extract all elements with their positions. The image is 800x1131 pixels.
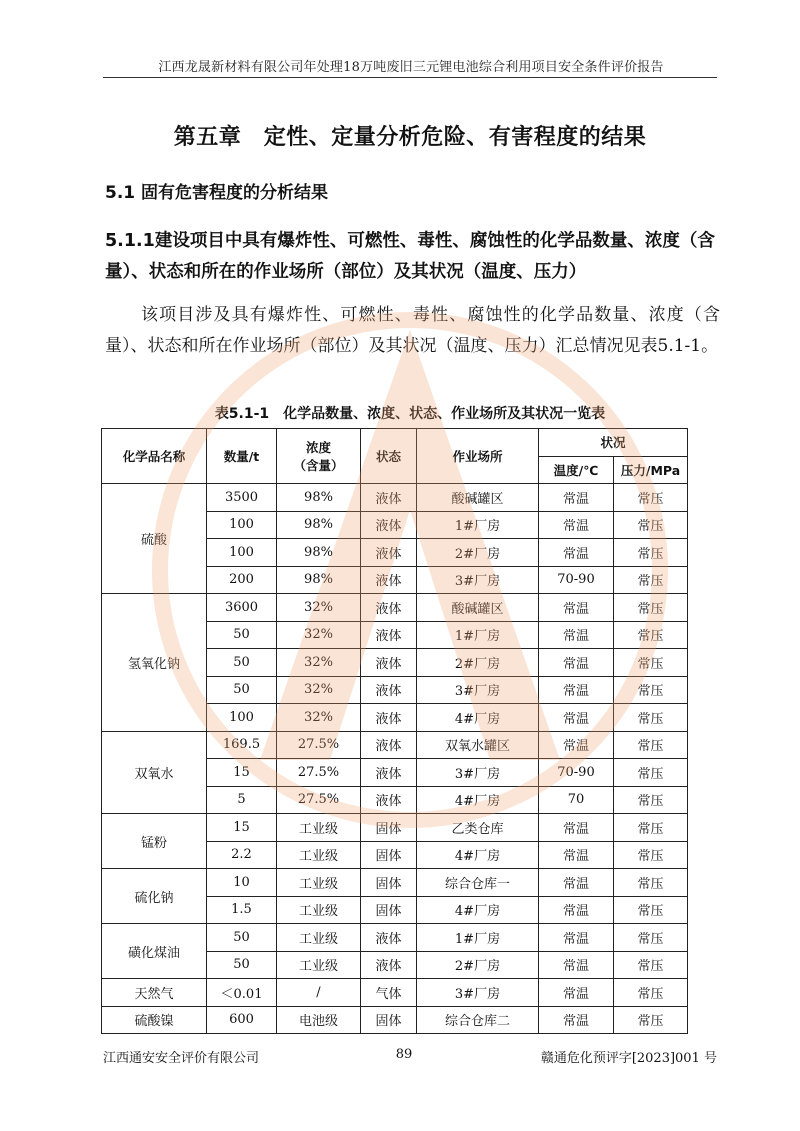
temperature-cell: 常温	[539, 896, 614, 924]
quantity-cell: 50	[207, 924, 277, 952]
pressure-cell: 常压	[614, 511, 688, 539]
quantity-cell: 2.2	[207, 841, 277, 869]
temperature-cell: 常温	[539, 594, 614, 622]
temperature-cell: 常温	[539, 649, 614, 677]
chemical-name-cell: 氢氧化钠	[102, 594, 207, 732]
state-cell: 液体	[361, 704, 417, 732]
location-cell: 4#厂房	[417, 786, 539, 814]
concentration-cell: 98%	[277, 566, 361, 594]
location-cell: 综合仓库一	[417, 869, 539, 897]
temperature-cell: 常温	[539, 621, 614, 649]
state-cell: 液体	[361, 566, 417, 594]
location-cell: 1#厂房	[417, 511, 539, 539]
concentration-cell: 27.5%	[277, 759, 361, 787]
state-cell: 固体	[361, 869, 417, 897]
state-cell: 液体	[361, 484, 417, 512]
chapter-title: 第五章 定性、定量分析危险、有害程度的结果	[173, 125, 647, 150]
pressure-cell: 常压	[614, 896, 688, 924]
location-cell: 4#厂房	[417, 841, 539, 869]
pressure-cell: 常压	[614, 484, 688, 512]
pressure-cell: 常压	[614, 539, 688, 567]
pressure-cell: 常压	[614, 704, 688, 732]
table-row	[102, 731, 688, 759]
concentration-cell: 工业级	[277, 841, 361, 869]
concentration-cell: 32%	[277, 621, 361, 649]
pressure-cell: 常压	[614, 814, 688, 842]
state-cell: 液体	[361, 924, 417, 952]
state-cell: 固体	[361, 896, 417, 924]
quantity-cell: 1.5	[207, 896, 277, 924]
quantity-cell: 15	[207, 759, 277, 787]
location-cell: 1#厂房	[417, 924, 539, 952]
temperature-cell: 常温	[539, 951, 614, 979]
concentration-cell: 27.5%	[277, 786, 361, 814]
state-cell: 液体	[361, 786, 417, 814]
temperature-cell: 常温	[539, 869, 614, 897]
state-cell: 液体	[361, 511, 417, 539]
chemical-name-cell: 天然气	[102, 979, 207, 1007]
state-cell: 液体	[361, 731, 417, 759]
state-cell: 固体	[361, 1006, 417, 1034]
pressure-cell: 常压	[614, 1006, 688, 1034]
state-cell: 液体	[361, 649, 417, 677]
chemical-name-cell: 锰粉	[102, 814, 207, 869]
concentration-cell: 工业级	[277, 951, 361, 979]
pressure-cell: 常压	[614, 924, 688, 952]
header-state: 状态	[361, 429, 417, 484]
temperature-cell: 常温	[539, 704, 614, 732]
pressure-cell: 常压	[614, 841, 688, 869]
table-row	[102, 594, 688, 622]
chemical-name-cell: 双氧水	[102, 731, 207, 814]
concentration-cell: 98%	[277, 511, 361, 539]
state-cell: 固体	[361, 814, 417, 842]
location-cell: 双氧水罐区	[417, 731, 539, 759]
table-row	[102, 1006, 688, 1034]
concentration-cell: 98%	[277, 484, 361, 512]
footer-company: 江西通安安全评价有限公司	[103, 1051, 260, 1066]
pressure-cell: 常压	[614, 649, 688, 677]
pressure-cell: 常压	[614, 759, 688, 787]
state-cell: 液体	[361, 539, 417, 567]
location-cell: 酸碱罐区	[417, 594, 539, 622]
footer-doc-number: 赣通危化预评字[2023]001 号	[540, 1051, 717, 1066]
header-concentration-line1: 浓度	[305, 440, 331, 455]
temperature-cell: 常温	[539, 484, 614, 512]
temperature-cell: 70	[539, 786, 614, 814]
quantity-cell: 10	[207, 869, 277, 897]
concentration-cell: 32%	[277, 676, 361, 704]
header-pressure: 压力/MPa	[614, 456, 688, 484]
table-row	[102, 924, 688, 952]
running-header: 江西龙晟新材料有限公司年处理18万吨废旧三元锂电池综合利用项目安全条件评价报告	[158, 60, 664, 75]
header-condition: 状况	[539, 429, 688, 457]
pressure-cell: 常压	[614, 621, 688, 649]
page-number: 89	[395, 1047, 413, 1062]
state-cell: 气体	[361, 979, 417, 1007]
location-cell: 3#厂房	[417, 676, 539, 704]
concentration-cell: 27.5%	[277, 731, 361, 759]
concentration-cell: 电池级	[277, 1006, 361, 1034]
temperature-cell: 常温	[539, 511, 614, 539]
concentration-cell: 32%	[277, 704, 361, 732]
location-cell: 4#厂房	[417, 704, 539, 732]
header-location: 作业场所	[417, 429, 539, 484]
temperature-cell: 常温	[539, 731, 614, 759]
concentration-cell: /	[277, 979, 361, 1007]
location-cell: 3#厂房	[417, 566, 539, 594]
quantity-cell: 100	[207, 511, 277, 539]
concentration-cell: 32%	[277, 649, 361, 677]
quantity-cell: 3500	[207, 484, 277, 512]
quantity-cell: 50	[207, 621, 277, 649]
temperature-cell: 常温	[539, 924, 614, 952]
location-cell: 乙类仓库	[417, 814, 539, 842]
temperature-cell: 70-90	[539, 566, 614, 594]
location-cell: 3#厂房	[417, 979, 539, 1007]
chemical-name-cell: 硫酸	[102, 484, 207, 594]
location-cell: 综合仓库二	[417, 1006, 539, 1034]
header-temperature: 温度/℃	[539, 456, 614, 484]
temperature-cell: 常温	[539, 1006, 614, 1034]
chemical-name-cell: 硫化钠	[102, 869, 207, 924]
temperature-cell: 常温	[539, 814, 614, 842]
pressure-cell: 常压	[614, 951, 688, 979]
body-paragraph: 该项目涉及具有爆炸性、可燃性、毒性、腐蚀性的化学品数量、浓度（含量）、状态和所在作业场所（部位）及其状况（温度、压力）汇总情况见表5.1-1。	[105, 305, 720, 356]
quantity-cell: ＜0.01	[207, 979, 277, 1007]
quantity-cell: 50	[207, 951, 277, 979]
quantity-cell: 5	[207, 786, 277, 814]
pressure-cell: 常压	[614, 869, 688, 897]
header-concentration	[277, 429, 361, 484]
concentration-cell: 工业级	[277, 896, 361, 924]
temperature-cell: 常温	[539, 676, 614, 704]
subsection-heading: 5.1.1建设项目中具有爆炸性、可燃性、毒性、腐蚀性的化学品数量、浓度（含量）、状态和所在的作业场所（部位）及其状况（温度、压力）	[105, 231, 715, 282]
temperature-cell: 常温	[539, 841, 614, 869]
table-row	[102, 869, 688, 897]
location-cell: 1#厂房	[417, 621, 539, 649]
location-cell: 2#厂房	[417, 951, 539, 979]
state-cell: 固体	[361, 841, 417, 869]
concentration-cell: 32%	[277, 594, 361, 622]
pressure-cell: 常压	[614, 566, 688, 594]
header-concentration-line2: （含量）	[293, 458, 344, 473]
pressure-cell: 常压	[614, 594, 688, 622]
temperature-cell: 常温	[539, 979, 614, 1007]
header-quantity: 数量/t	[207, 429, 277, 484]
quantity-cell: 600	[207, 1006, 277, 1034]
pressure-cell: 常压	[614, 731, 688, 759]
state-cell: 液体	[361, 594, 417, 622]
location-cell: 3#厂房	[417, 759, 539, 787]
quantity-cell: 50	[207, 649, 277, 677]
concentration-cell: 工业级	[277, 924, 361, 952]
quantity-cell: 100	[207, 539, 277, 567]
table-row	[102, 484, 688, 512]
quantity-cell: 169.5	[207, 731, 277, 759]
table-row	[102, 979, 688, 1007]
concentration-cell: 工业级	[277, 814, 361, 842]
quantity-cell: 200	[207, 566, 277, 594]
location-cell: 4#厂房	[417, 896, 539, 924]
temperature-cell: 70-90	[539, 759, 614, 787]
state-cell: 液体	[361, 621, 417, 649]
concentration-cell: 工业级	[277, 869, 361, 897]
chemical-name-cell: 磺化煤油	[102, 924, 207, 979]
quantity-cell: 50	[207, 676, 277, 704]
quantity-cell: 15	[207, 814, 277, 842]
chemical-name-cell: 硫酸镍	[102, 1006, 207, 1034]
header-divider	[103, 77, 717, 78]
pressure-cell: 常压	[614, 979, 688, 1007]
section-heading: 5.1 固有危害程度的分析结果	[105, 183, 329, 203]
state-cell: 液体	[361, 676, 417, 704]
chemicals-table-body	[102, 484, 688, 1034]
state-cell: 液体	[361, 759, 417, 787]
pressure-cell: 常压	[614, 676, 688, 704]
location-cell: 酸碱罐区	[417, 484, 539, 512]
pressure-cell: 常压	[614, 786, 688, 814]
chemicals-table	[101, 428, 688, 1034]
temperature-cell: 常温	[539, 539, 614, 567]
table-caption: 表5.1-1 化学品数量、浓度、状态、作业场所及其状况一览表	[214, 406, 606, 422]
quantity-cell: 100	[207, 704, 277, 732]
table-row	[102, 814, 688, 842]
concentration-cell: 98%	[277, 539, 361, 567]
location-cell: 2#厂房	[417, 539, 539, 567]
state-cell: 液体	[361, 951, 417, 979]
header-chemical-name: 化学品名称	[102, 429, 207, 484]
quantity-cell: 3600	[207, 594, 277, 622]
location-cell: 2#厂房	[417, 649, 539, 677]
